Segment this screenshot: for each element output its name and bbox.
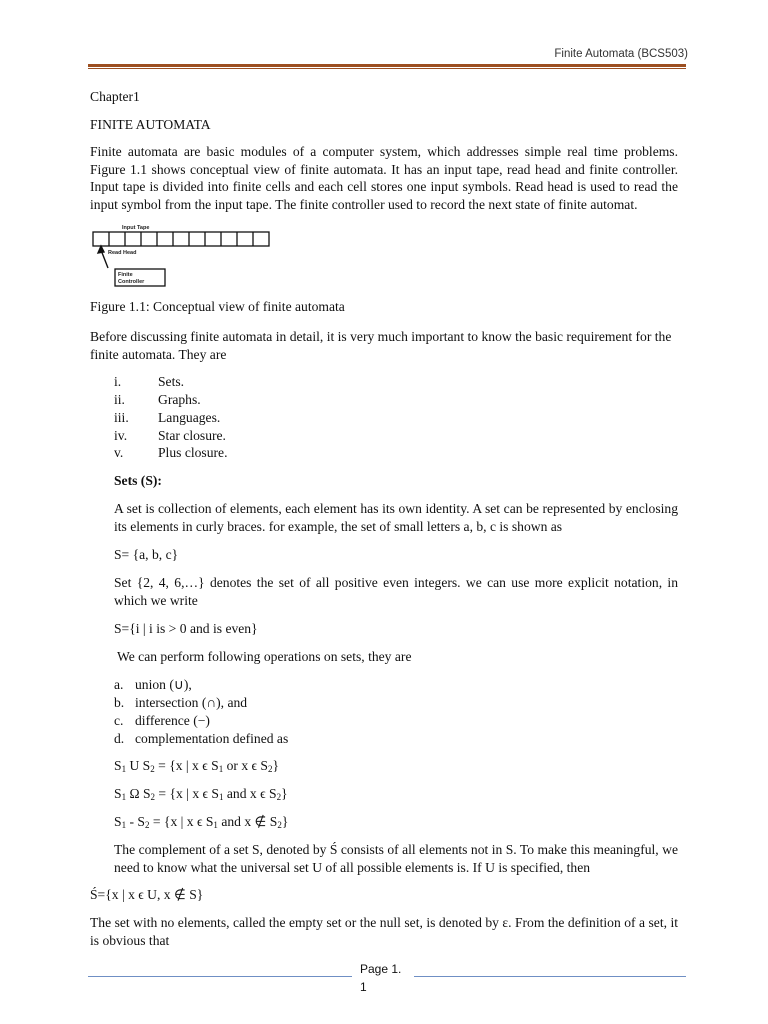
controller-label-line1: Finite [118,272,133,278]
footer-rule-right [414,976,686,977]
page-number-sub: 1 [360,980,367,994]
page-number-label: Page 1. [360,962,402,976]
even-set-equation: S={i | i is > 0 and is even} [114,621,258,636]
header-rule-thick [88,64,686,67]
footer-rule-left [88,976,352,977]
not-element-symbol: ∉ [254,814,267,829]
complement-equation: Ś={x | x ϵ U, x ∉ S} [90,887,204,902]
section-heading: FINITE AUTOMATA [90,117,211,132]
complement-paragraph: The complement of a set S, denoted by Ś consists of all elements not in S. To make this meaningful, we need to know what the universal set U of all possible elements is. If U is specified, then [114,842,678,875]
not-element-symbol: ∉ [173,887,186,902]
set-example-equation: S= {a, b, c} [114,547,179,562]
empty-set-paragraph: The set with no elements, called the empty set or the null set, is denoted by ε. From the definition of a set, it is obvious that [90,915,678,948]
union-equation: $S_1$ U $S_2 = \{x$ | x ϵ $S_1$ or x ϵ $S_2$} [114,758,280,774]
intersection-equation: $S_1$ Ω $S_2 = \{x$ | x ϵ $S_1$ and x ϵ $S_2$} [114,786,288,802]
input-tape-label: Input Tape [122,225,150,231]
figure-caption: Figure 1.1: Conceptual view of finite automata [90,299,345,314]
read-head-arrow [98,246,108,268]
sets-heading: Sets (S): [114,473,162,488]
even-set-paragraph: Set {2, 4, 6,…} denotes the set of all positive even integers. we can use more explicit notation, in which we write [114,575,678,608]
set-operations-intro: We can perform following operations on sets, they are [117,649,412,664]
requirements-intro: Before discussing finite automata in detail, it is very much important to know the basic requirement for the finite automata. They are [90,329,672,362]
difference-equation: $S_1 - S_2 = \{x$ | x ϵ $S_1$ and x ∉ $S_2$} [114,814,289,830]
header-title: Finite Automata (BCS503) [554,48,688,60]
input-tape-cells [93,232,269,246]
controller-label-line2: Controller [118,279,145,285]
header-rule-thin [88,68,686,69]
finite-automata-figure [88,224,273,288]
intro-paragraph: Finite automata are basic modules of a computer system, which addresses simple real time problems. Figure 1.1 shows conceptual view of finite automata. It has an input tape, read head and finite controller. Input tape is divided into finite cells and each cell stores one input symbols. Read head is used to read the input symbol from the input tape. The finite controller used to record the next state of finite automat. [90,144,678,212]
sets-paragraph: A set is collection of elements, each element has its own identity. A set can be represented by enclosing its elements in curly braces. for example, the set of small letters a, b, c is shown as [114,501,678,534]
read-head-label: Read Head [108,250,137,256]
chapter-label: Chapter1 [90,89,140,104]
